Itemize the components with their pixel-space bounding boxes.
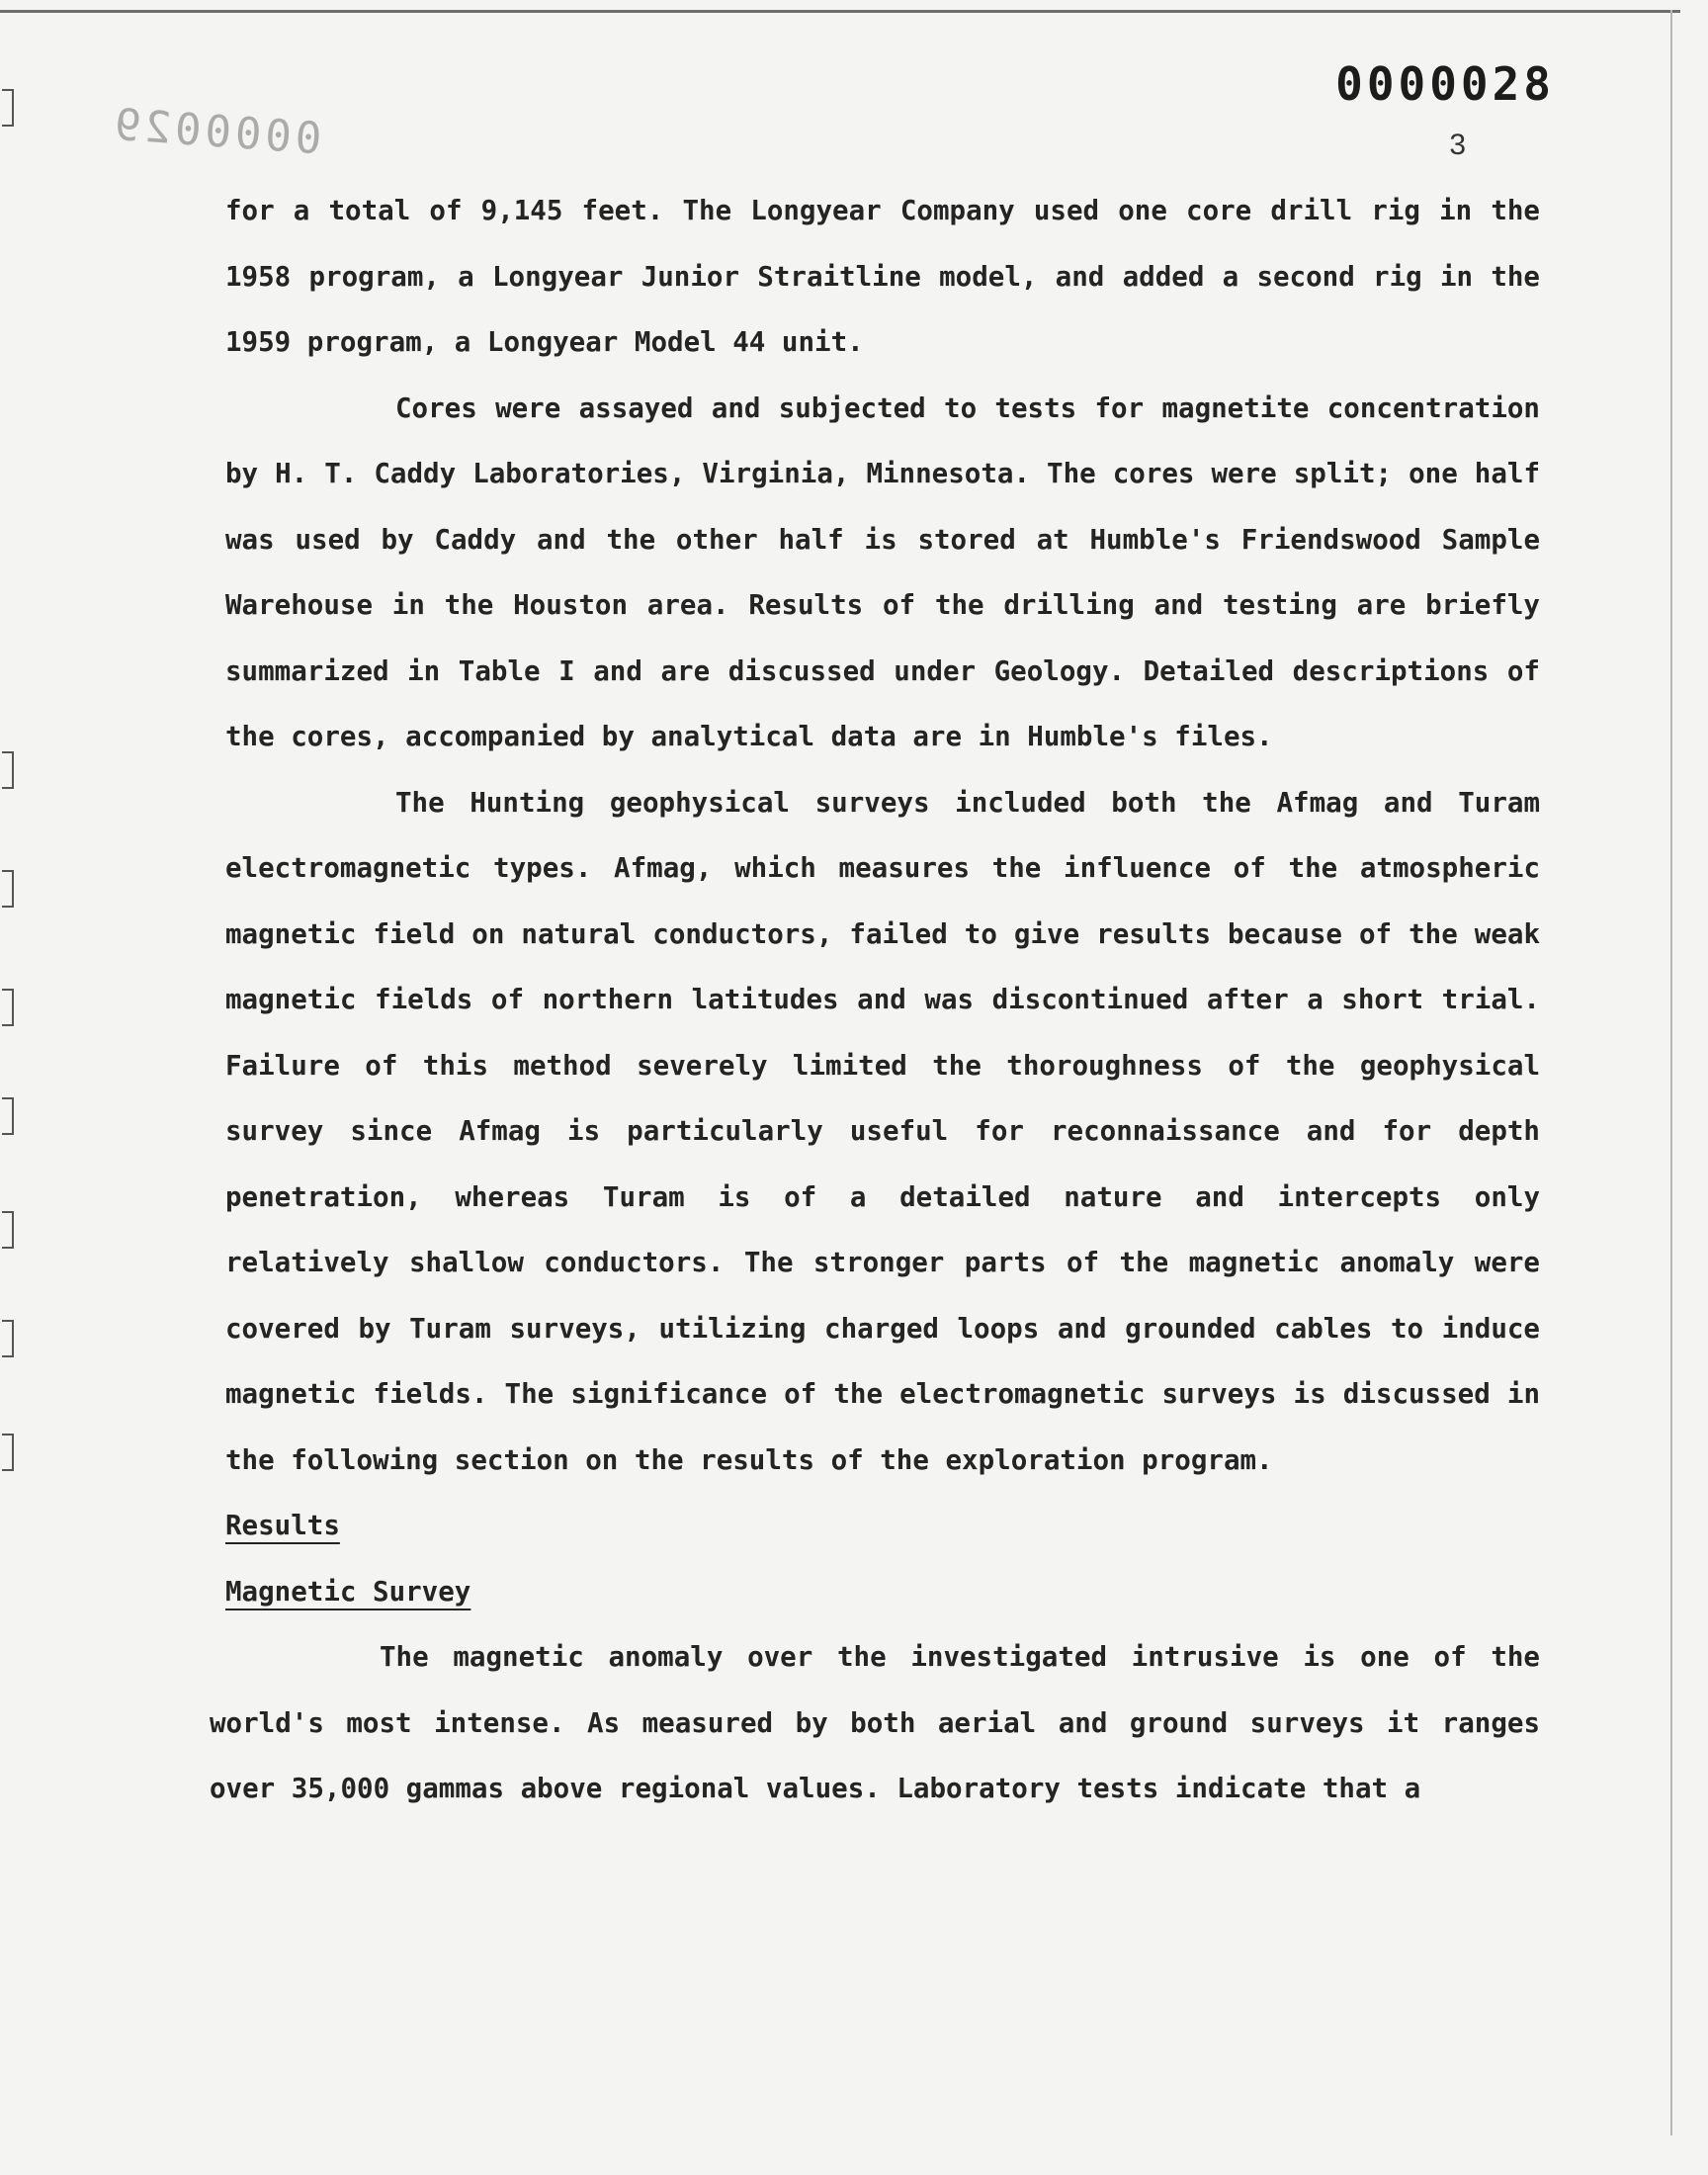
binder-hole-mark	[2, 1434, 14, 1471]
page-number: 3	[1449, 129, 1466, 161]
right-edge-rule	[1670, 10, 1672, 2135]
binder-hole-mark	[2, 989, 14, 1026]
document-stamp-number: 0000028	[1335, 57, 1555, 111]
binder-hole-mark	[2, 1097, 14, 1135]
binder-hole-mark	[2, 870, 14, 908]
paragraph-drilling: for a total of 9,145 feet. The Longyear Company used one core drill rig in the 1958 program, a Longyear Junior Straitline model, and added a second rig in the 1959 program, a Longyear Model 44 unit.	[225, 195, 1540, 358]
top-edge-rule	[0, 10, 1680, 13]
binder-hole-mark	[2, 751, 14, 789]
body-text	[210, 178, 1540, 1822]
heading-results: Results	[225, 1510, 340, 1541]
paragraph-cores: Cores were assayed and subjected to tests for magnetite concentration by H. T. Caddy Laboratories, Virginia, Minnesota. The cores were split; one half was used by Caddy and the other half is stored at Humble's Friendswood Sample Warehouse in the Houston area. Results of the drilling and testing are briefly summarized in Table I and are discussed under Geology. Detailed descriptions of the cores, accompanied by analytical data are in Humble's files.	[225, 392, 1540, 752]
binder-hole-mark	[2, 89, 14, 127]
heading-magnetic-survey: Magnetic Survey	[225, 1575, 471, 1608]
document-stamp-ghost: 0000029	[109, 99, 323, 165]
binder-hole-mark	[2, 1211, 14, 1249]
paragraph-magnetic-survey: The magnetic anomaly over the investigated intrusive is one of the world's most intense. As measured by both aerial and ground surveys it ranges over 35,000 gammas above regional values. Laboratory tests indicate that a	[210, 1641, 1540, 1804]
paragraph-geophysical: The Hunting geophysical surveys included both the Afmag and Turam electromagnetic types. Afmag, which measures the influence of the atmospheric magnetic field on natural conductors, failed to give results because of the weak magnetic fields of northern latitudes and was discontinued after a short trial. Failure of this method severely limited the thoroughness of the geophysical survey since Afmag is particularly useful for reconnaissance and for depth penetration, whereas Turam is of a detailed nature and intercepts only relatively shallow conductors. The stronger parts of the magnetic anomaly were covered by Turam surveys, utilizing charged loops and grounded cables to induce magnetic fields. The significance of the electromagnetic surveys is discussed in the following section on the results of the exploration program.	[225, 786, 1540, 1476]
binder-hole-mark	[2, 1320, 14, 1357]
